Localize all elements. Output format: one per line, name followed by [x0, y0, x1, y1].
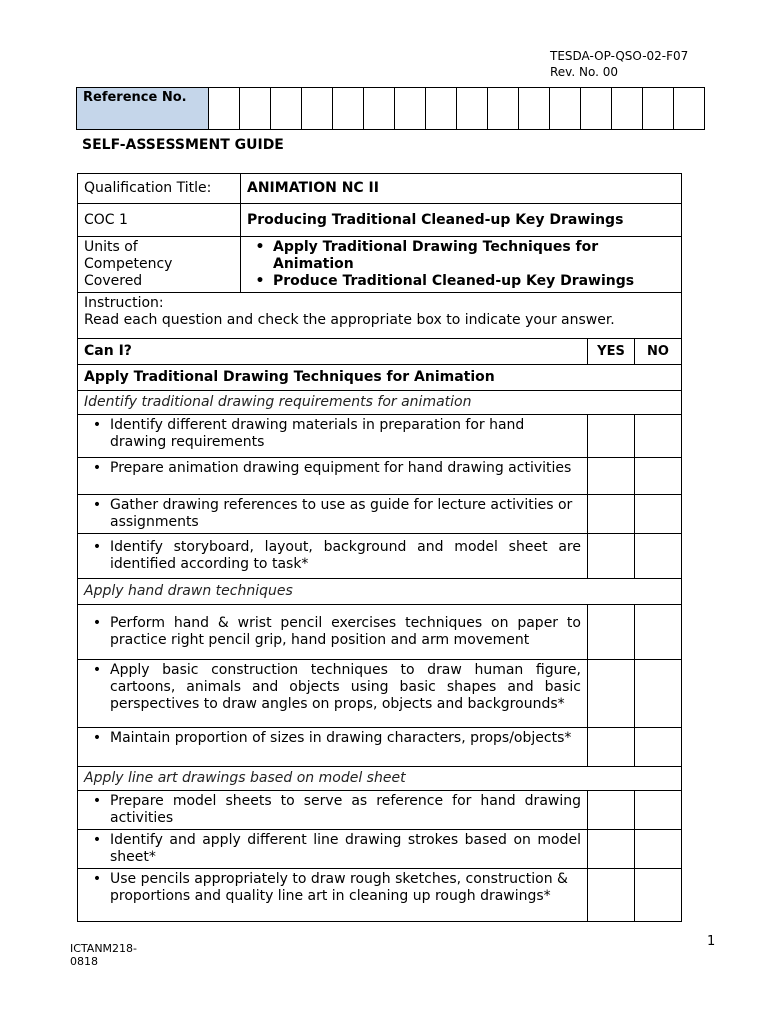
no-checkbox[interactable]: [635, 605, 682, 660]
yes-checkbox[interactable]: [588, 534, 635, 579]
question-column-header: Can I?: [78, 339, 588, 365]
question-item: • Identify and apply different line drawing strokes based on model sheet*: [78, 830, 588, 869]
instruction-cell: [78, 293, 682, 339]
guide-title: SELF-ASSESSMENT GUIDE: [82, 137, 284, 153]
coc-label: COC 1: [78, 204, 241, 237]
qualification-value: ANIMATION NC II: [241, 174, 682, 204]
reference-digit-box: [519, 88, 550, 130]
question-item: • Gather drawing references to use as guide for lecture activities or assignments: [78, 495, 588, 534]
reference-digit-box: [240, 88, 271, 130]
reference-digit-box: [674, 88, 705, 130]
units-label-text: Units of Competency Covered: [84, 239, 173, 289]
reference-digit-box: [581, 88, 612, 130]
question-item: • Use pencils appropriately to draw rough sketches, construction & proportions and quality line art in cleaning up rough drawings*: [78, 869, 588, 922]
assessment-table: [77, 173, 682, 922]
bullet-icon: •: [92, 497, 102, 513]
reference-digit-box: [364, 88, 395, 130]
bullet-icon: •: [92, 832, 102, 848]
bullet-icon: •: [255, 239, 265, 255]
no-checkbox[interactable]: [635, 728, 682, 767]
coc-value: Producing Traditional Cleaned-up Key Drawings: [241, 204, 682, 237]
group-heading: Apply hand drawn techniques: [78, 579, 682, 605]
yes-checkbox[interactable]: [588, 495, 635, 534]
bullet-icon: •: [92, 793, 102, 809]
reference-digit-box: [550, 88, 581, 130]
yes-checkbox[interactable]: [588, 660, 635, 728]
yes-checkbox[interactable]: [588, 458, 635, 495]
reference-digit-box: [395, 88, 426, 130]
no-checkbox[interactable]: [635, 415, 682, 458]
yes-checkbox[interactable]: [588, 869, 635, 922]
footer-code: ICTANM218-0818: [70, 942, 137, 968]
bullet-icon: •: [92, 871, 102, 887]
yes-checkbox[interactable]: [588, 415, 635, 458]
no-checkbox[interactable]: [635, 869, 682, 922]
unit-item: • Apply Traditional Drawing Techniques for Animation: [247, 239, 675, 273]
question-item: • Maintain proportion of sizes in drawing characters, props/objects*: [78, 728, 588, 767]
reference-digit-box: [643, 88, 674, 130]
group-heading: Apply line art drawings based on model sheet: [78, 767, 682, 791]
reference-digit-box: [302, 88, 333, 130]
reference-digit-box: [612, 88, 643, 130]
group-heading: Identify traditional drawing requirements for animation: [78, 391, 682, 415]
bullet-icon: •: [92, 730, 102, 746]
bullet-icon: •: [255, 273, 265, 289]
question-item: • Identify storyboard, layout, background and model sheet are identified according to task*: [78, 534, 588, 579]
question-item: • Identify different drawing materials in preparation for hand drawing requirements: [78, 415, 588, 458]
bullet-icon: •: [92, 417, 102, 433]
no-column-header: NO: [635, 339, 682, 365]
yes-column-header: YES: [588, 339, 635, 365]
instruction-text: Read each question and check the appropriate box to indicate your answer.: [84, 312, 615, 328]
no-checkbox[interactable]: [635, 660, 682, 728]
no-checkbox[interactable]: [635, 458, 682, 495]
bullet-icon: •: [92, 539, 102, 555]
bullet-icon: •: [92, 460, 102, 476]
reference-digit-box: [333, 88, 364, 130]
unit-item: • Produce Traditional Cleaned-up Key Drawings: [247, 273, 675, 290]
question-item: • Apply basic construction techniques to draw human figure, cartoons, animals and objects using basic shapes and basic perspectives to draw angles on props, objects and backgrounds*: [78, 660, 588, 728]
reference-number-table: [76, 87, 705, 130]
bullet-icon: •: [92, 615, 102, 631]
document-code: TESDA-OP-QSO-02-F07 Rev. No. 00: [550, 49, 689, 79]
section-heading: Apply Traditional Drawing Techniques for Animation: [78, 365, 682, 391]
reference-digit-box: [209, 88, 240, 130]
yes-checkbox[interactable]: [588, 728, 635, 767]
reference-digit-box: [426, 88, 457, 130]
yes-checkbox[interactable]: [588, 791, 635, 830]
page-number: 1: [707, 934, 716, 949]
reference-label: Reference No.: [77, 88, 209, 130]
reference-digit-box: [488, 88, 519, 130]
qualification-label: Qualification Title:: [78, 174, 241, 204]
question-item: • Prepare model sheets to serve as reference for hand drawing activities: [78, 791, 588, 830]
no-checkbox[interactable]: [635, 534, 682, 579]
yes-checkbox[interactable]: [588, 830, 635, 869]
question-item: • Perform hand & wrist pencil exercises techniques on paper to practice right pencil grip, hand position and arm movement: [78, 605, 588, 660]
reference-digit-box: [271, 88, 302, 130]
no-checkbox[interactable]: [635, 830, 682, 869]
no-checkbox[interactable]: [635, 791, 682, 830]
no-checkbox[interactable]: [635, 495, 682, 534]
units-list: [241, 237, 682, 293]
reference-digit-box: [457, 88, 488, 130]
instruction-label: Instruction:: [84, 295, 164, 311]
question-item: • Prepare animation drawing equipment for hand drawing activities: [78, 458, 588, 495]
bullet-icon: •: [92, 662, 102, 678]
yes-checkbox[interactable]: [588, 605, 635, 660]
units-label: [78, 237, 241, 293]
